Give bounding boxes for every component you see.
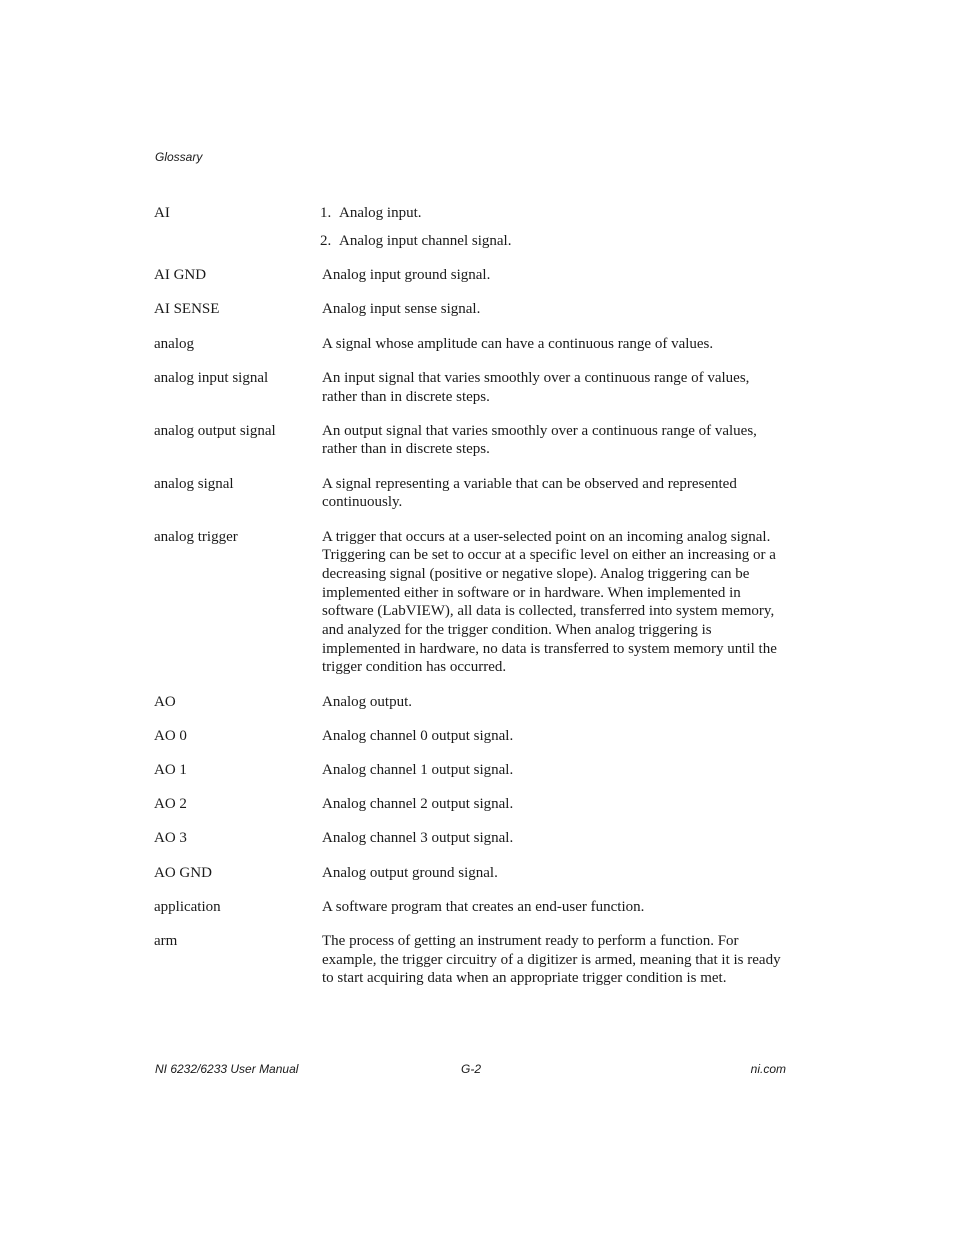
glossary-term: AO 1 [154,762,187,779]
glossary-entry [154,422,786,459]
glossary-term: analog input signal [154,369,269,386]
glossary-definition: Analog output ground signal. [322,864,498,881]
glossary-term: AI [154,205,170,221]
glossary-definition: Analog output. [322,693,412,710]
glossary-term: AO 0 [154,727,187,744]
glossary-definition: Analog channel 1 output signal. [322,762,514,779]
glossary-list [154,204,786,1004]
footer-manual-title: NI 6232/6233 User Manual [155,1062,299,1076]
glossary-entry [154,898,786,917]
glossary-term: AO GND [154,864,212,881]
glossary-definition: A signal whose amplitude can have a continuous range of values. [322,335,714,352]
glossary-definition: Analog channel 2 output signal. [322,796,514,813]
glossary-definition: The process of getting an instrument ready to perform a function. For example, the trigger circuitry of a digitizer is armed, meaning that it is ready to start acquiring data when an appropriate trigger condition is met. [322,933,781,987]
glossary-definition: Analog input sense signal. [322,301,481,318]
glossary-term: analog trigger [154,528,238,545]
item-number: 1. [320,205,332,221]
glossary-term: application [154,898,221,915]
glossary-definition: A trigger that occurs at a user-selected point on an incoming analog signal. Triggering can be set to occur at a specific level on either an increasing or a decreasing signal (positive or negative slope). Analog triggering can be implemented either in software or in hardware. When implemented in software (LabVIEW), all data is collected, transferred into system memory, and analyzed for the trigger condition. When analog triggering is implemented in hardware, no data is transferred to system memory until the trigger condition has occurred. [322,528,777,676]
glossary-entry [154,266,786,285]
definition-list [322,204,786,251]
running-header: Glossary [155,150,203,164]
glossary-term: AO 2 [154,796,187,813]
glossary-entry [154,300,786,319]
glossary-term: analog signal [154,475,234,492]
glossary-entry [154,475,786,512]
glossary-definition: An input signal that varies smoothly over a continuous range of values, rather than in discrete steps. [322,369,750,405]
glossary-entry [154,335,786,354]
glossary-definition: A software program that creates an end-user function. [322,898,645,915]
glossary-entry [154,369,786,406]
glossary-entry [154,204,786,251]
glossary-term: AI SENSE [154,301,220,318]
glossary-term: analog output signal [154,422,276,439]
glossary-entry [154,528,786,678]
glossary-entry [154,693,786,712]
glossary-term: arm [154,933,178,950]
glossary-definition: Analog input ground signal. [322,267,491,284]
glossary-term: AO [154,693,176,710]
glossary-entry [154,829,786,848]
glossary-definition: Analog channel 0 output signal. [322,727,514,744]
glossary-entry [154,727,786,746]
glossary-entry [154,932,786,988]
glossary-entry [154,795,786,814]
definition-item [320,204,786,223]
glossary-definition: An output signal that varies smoothly over a continuous range of values, rather than in discrete steps. [322,422,757,458]
glossary-definition [322,204,786,251]
item-text: Analog input. [339,205,422,221]
footer-page-number: G-2 [461,1062,482,1076]
footer-website: ni.com [750,1062,786,1076]
glossary-definition: Analog channel 3 output signal. [322,830,514,847]
definition-item [320,232,786,251]
glossary-term: AO 3 [154,830,187,847]
glossary-definition: A signal representing a variable that can be observed and represented continuously. [322,475,737,511]
item-number: 2. [320,233,332,249]
glossary-entry [154,761,786,780]
item-text: Analog input channel signal. [339,233,512,249]
glossary-entry [154,864,786,883]
glossary-term: analog [154,335,194,352]
glossary-term: AI GND [154,267,207,284]
